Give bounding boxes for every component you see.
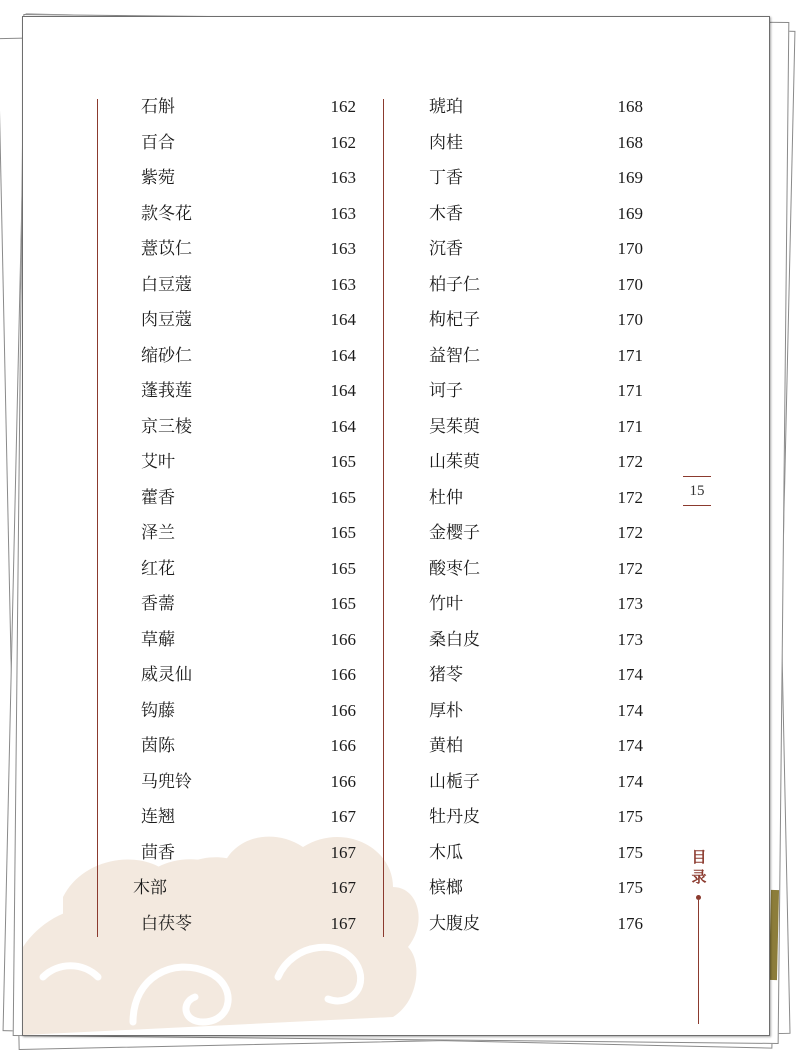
- toc-entry-name: 京三棱: [141, 416, 192, 437]
- toc-entry-page: 171: [617, 381, 643, 400]
- toc-entry-name: 黄柏: [429, 736, 463, 756]
- toc-entry-name: 白茯苓: [141, 913, 192, 934]
- toc-entry-page: 167: [330, 913, 356, 933]
- toc-entry[interactable]: [23, 701, 769, 721]
- toc-entry-page: 165: [330, 452, 356, 471]
- toc-entry-page: 167: [330, 878, 356, 897]
- toc-entry[interactable]: [23, 807, 769, 827]
- toc-entry-name: 白豆蔻: [141, 274, 192, 295]
- toc-entry-name: 红花: [141, 558, 175, 579]
- toc-entry[interactable]: [23, 488, 769, 508]
- toc-entry-page: 176: [617, 913, 643, 933]
- toc-entry[interactable]: [23, 452, 769, 472]
- toc-entry[interactable]: [23, 914, 769, 934]
- toc-entry-name: 肉豆蔻: [141, 310, 192, 330]
- toc-entry[interactable]: [23, 878, 769, 898]
- toc-entry-page: 170: [617, 274, 643, 294]
- toc-entry-page: 175: [617, 842, 643, 862]
- toc-entry-name: 桑白皮: [429, 629, 480, 650]
- toc-entry-name: 草薢: [141, 629, 175, 650]
- toc-entry-page: 169: [617, 168, 643, 187]
- toc-entry-page: 165: [330, 558, 356, 578]
- toc-entry-page: 166: [330, 665, 356, 684]
- toc-entry-page: 163: [330, 239, 356, 258]
- toc-entry-page: 164: [330, 381, 356, 400]
- toc-entry[interactable]: [23, 204, 769, 224]
- toc-entry-name: 大腹皮: [429, 913, 480, 934]
- toc-entry-name: 香薷: [141, 594, 175, 614]
- page-number: 15: [683, 476, 711, 506]
- toc-entry-name: 牡丹皮: [429, 807, 480, 827]
- toc-entry-name: 钩藤: [141, 700, 175, 721]
- toc-entry-page: 166: [330, 771, 356, 791]
- toc-entry-page: 172: [617, 558, 643, 578]
- toc-entry-page: 174: [617, 736, 643, 755]
- toc-entry-page: 164: [330, 416, 356, 436]
- toc-entry-page: 163: [330, 274, 356, 294]
- toc-entry[interactable]: [23, 168, 769, 188]
- toc-entry-name: 诃子: [429, 381, 463, 401]
- toc-entry-name: 酸枣仁: [429, 558, 480, 579]
- toc-entry-page: 166: [330, 629, 356, 649]
- toc-entry-name: 木香: [429, 203, 463, 224]
- toc-entry-name: 百合: [141, 132, 175, 153]
- toc-entry-page: 164: [330, 310, 356, 329]
- toc-entry-name: 款冬花: [141, 203, 192, 224]
- toc-entry-name: 柏子仁: [429, 274, 480, 295]
- toc-entry-page: 175: [617, 878, 643, 897]
- toc-entry-page: 170: [617, 310, 643, 329]
- toc-entry[interactable]: [23, 97, 769, 117]
- toc-entry-page: 166: [330, 736, 356, 755]
- toc-entry-name: 琥珀: [429, 97, 463, 117]
- toc-entry-name: 杜仲: [429, 487, 463, 508]
- toc-entry-name: 连翘: [141, 807, 175, 827]
- toc-entry[interactable]: [23, 310, 769, 330]
- toc-entry-name: 金樱子: [429, 523, 480, 543]
- toc-entry-page: 168: [617, 97, 643, 116]
- toc-entry-page: 174: [617, 771, 643, 791]
- toc-entry[interactable]: [23, 417, 769, 437]
- toc-entry-name: 马兜铃: [141, 771, 192, 792]
- toc-entry[interactable]: [23, 559, 769, 579]
- toc-entry-name: 肉桂: [429, 132, 463, 153]
- toc-entry-name: 枸杞子: [429, 310, 480, 330]
- toc-entry-page: 168: [617, 132, 643, 152]
- toc-entry-page: 165: [330, 523, 356, 542]
- toc-entry-name: 薏苡仁: [141, 239, 192, 259]
- toc-entry-page: 173: [617, 594, 643, 613]
- toc-entry-page: 163: [330, 168, 356, 187]
- toc-entry-page: 165: [330, 594, 356, 613]
- toc-entry-name: 茵陈: [141, 736, 175, 756]
- toc-entry[interactable]: [23, 665, 769, 685]
- toc-entry-name: 山茱萸: [429, 452, 480, 472]
- toc-entry-page: 170: [617, 239, 643, 258]
- toc-entry-name: 槟榔: [429, 878, 463, 898]
- toc-entry-name: 山栀子: [429, 771, 480, 792]
- toc-entry-page: 171: [617, 345, 643, 365]
- toc-entry-page: 173: [617, 629, 643, 649]
- toc-entry-name: 益智仁: [429, 345, 480, 366]
- toc-entry-page: 174: [617, 700, 643, 720]
- toc-entry[interactable]: [23, 346, 769, 366]
- toc-entry[interactable]: [23, 630, 769, 650]
- toc-entry[interactable]: [23, 275, 769, 295]
- section-label-char: 录: [691, 868, 707, 886]
- toc-entry-name: 艾叶: [141, 452, 175, 472]
- toc-entry-name: 竹叶: [429, 594, 463, 614]
- toc-entry-name: 威灵仙: [141, 665, 192, 685]
- toc-entry-page: 169: [617, 203, 643, 223]
- toc-entry-name: 沉香: [429, 239, 463, 259]
- toc-entry[interactable]: [23, 239, 769, 259]
- toc-entry-name: 丁香: [429, 168, 463, 188]
- toc-entry-name: 石斛: [141, 97, 175, 117]
- toc-entry[interactable]: [23, 736, 769, 756]
- toc-page: [22, 16, 770, 1036]
- toc-entry-name: 蓬莪莲: [141, 381, 192, 401]
- section-label-char: 目: [691, 848, 707, 866]
- toc-entry-name: 吴茱萸: [429, 416, 480, 437]
- toc-entry[interactable]: [23, 772, 769, 792]
- toc-entry-page: 171: [617, 416, 643, 436]
- toc-entry-page: 166: [330, 700, 356, 720]
- toc-entry-name: 泽兰: [141, 523, 175, 543]
- toc-entry-page: 162: [330, 132, 356, 152]
- toc-entry-name: 藿香: [141, 487, 175, 508]
- toc-entry-page: 172: [617, 452, 643, 471]
- toc-entry[interactable]: [23, 523, 769, 543]
- toc-entry-name: 厚朴: [429, 700, 463, 721]
- toc-entry-name: 缩砂仁: [141, 345, 192, 366]
- toc-entry-page: 162: [330, 97, 356, 116]
- toc-entry-name: 茴香: [141, 842, 175, 863]
- toc-section-heading: 木部: [133, 878, 167, 898]
- toc-entry-page: 167: [330, 842, 356, 862]
- toc-entry-name: 猪苓: [429, 665, 463, 685]
- toc-entry[interactable]: [23, 843, 769, 863]
- toc-entry-page: 172: [617, 523, 643, 542]
- toc-entry-page: 174: [617, 665, 643, 684]
- toc-entry-page: 163: [330, 203, 356, 223]
- section-label: [689, 847, 709, 887]
- toc-entry-name: 紫菀: [141, 168, 175, 188]
- toc-entry-page: 175: [617, 807, 643, 826]
- toc-entry[interactable]: [23, 133, 769, 153]
- toc-entry-page: 167: [330, 807, 356, 826]
- section-marker-line: [698, 900, 699, 1024]
- toc-entry[interactable]: [23, 381, 769, 401]
- toc-entry[interactable]: [23, 594, 769, 614]
- toc-entry-page: 164: [330, 345, 356, 365]
- toc-entry-page: 172: [617, 487, 643, 507]
- toc-entry-name: 木瓜: [429, 842, 463, 863]
- toc-entry-page: 165: [330, 487, 356, 507]
